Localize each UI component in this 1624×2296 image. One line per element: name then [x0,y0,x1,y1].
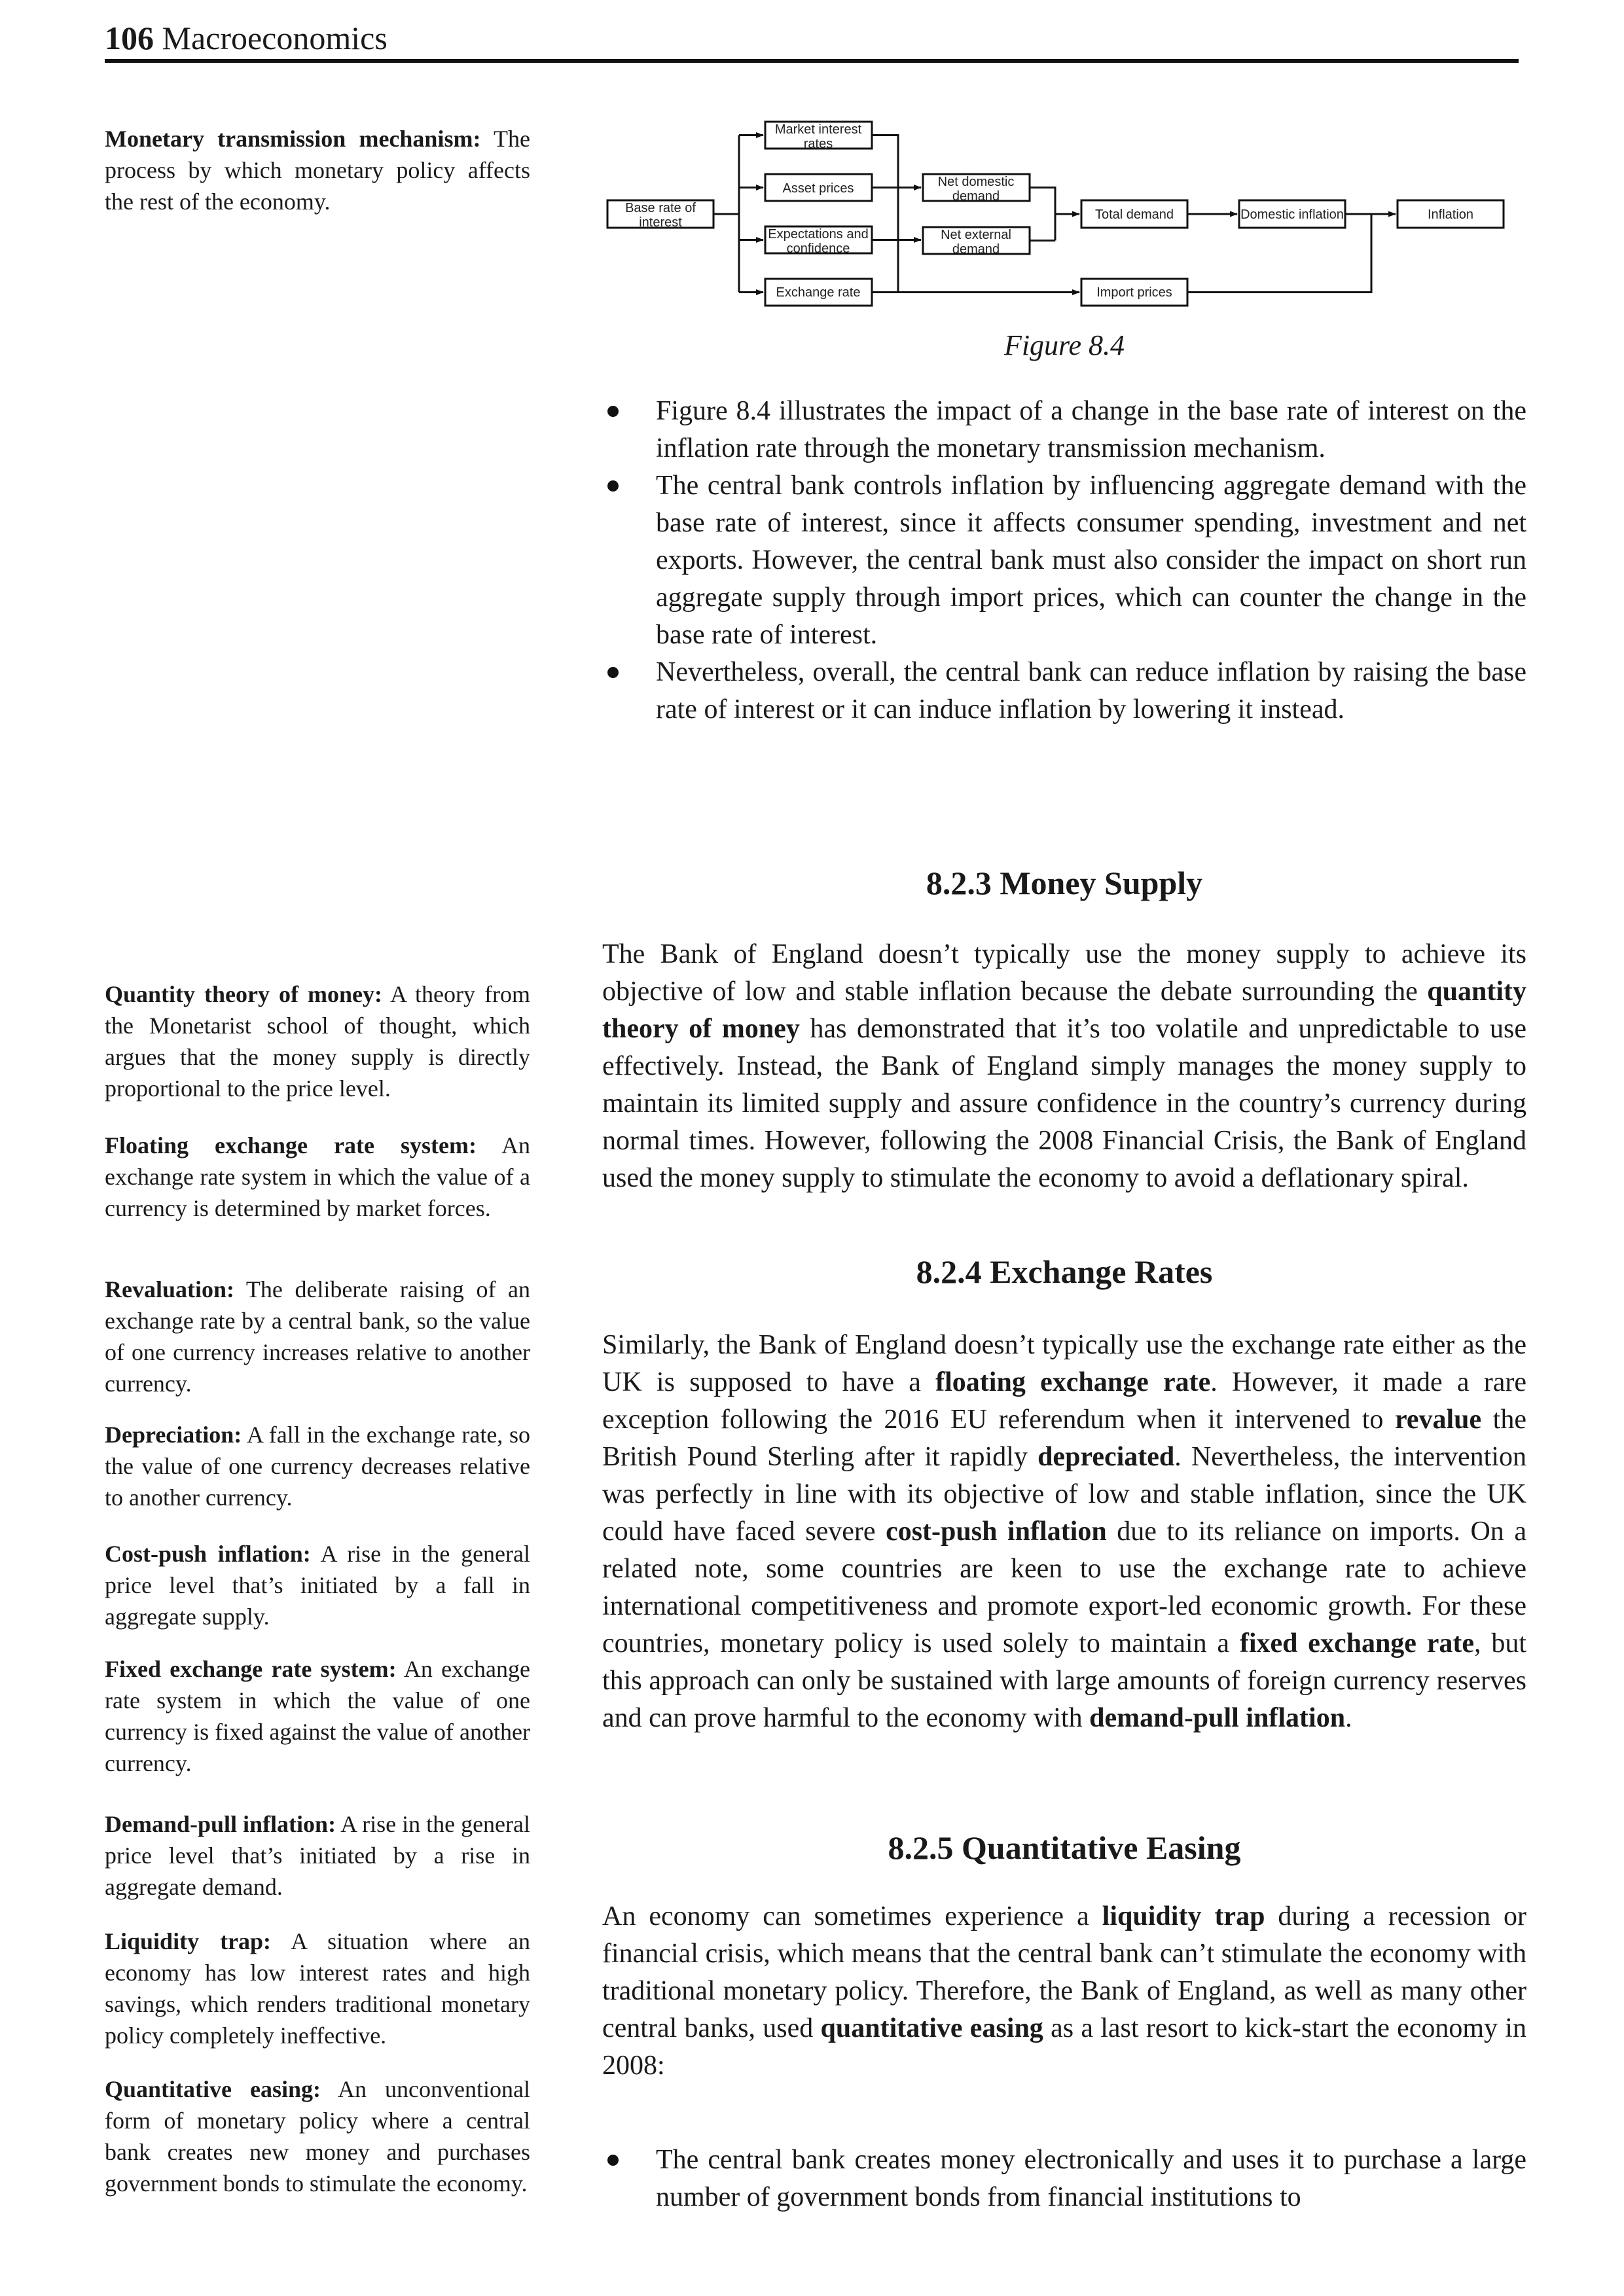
bullet-text: Nevertheless, overall, the central bank can reduce inflation by raising the base rate of interest or it can induce inflation by lowering it instead. [656,657,1526,725]
definition-demand-pull-inflation: Demand-pull inflation: A rise in the general price level that’s initiated by a rise in aggregate demand. [105,1811,531,1900]
bullet-text: The central bank controls inflation by influencing aggregate demand with the base rate of interest, since it affects consumer spending, investment and net exports. However, the central bank must also consider the impact on short run aggregate supply through import prices, which can counter the change in the base rate of interest. [656,471,1526,650]
definition-floating-exchange-rate: Floating exchange rate system: An exchange rate system in which the value of a currency is determined by market forces. [105,1132,531,1221]
diagram-node-inflation [1398,200,1504,228]
svg-text:Net external: Net external [941,228,1011,242]
svg-text:Asset prices: Asset prices [782,181,854,196]
svg-text:Expectations and: Expectations and [768,227,869,242]
list-item [602,2142,1526,2216]
svg-text:interest: interest [639,215,682,230]
section-paragraph-exchange-rates: Similarly, the Bank of England doesn’t typically use the exchange rate either as the UK is supposed to have a floating exchange rate. However, it made a rare exception following the 2016 EU referendum when it intervened to revalue the British Pound Sterling after it rapidly depreciated. Nevertheless, the intervention was perfectly in line with its objective of low and stable inflation, since the UK could have faced severe cost-push inflation due to its reliance on imports. On a related note, some countries are keen to use the exchange rate to achieve international competitiveness and promote export-led economic growth. For these countries, monetary policy is used solely to maintain a fixed exchange rate, but this approach can only be sustained with large amounts of foreign currency reserves and can prove harmful to the economy with demand-pull inflation. [602,1330,1527,1733]
diagram-node-total-demand [1081,200,1187,228]
bullet-text: Figure 8.4 illustrates the impact of a change in the base rate of interest on the inflation rate through the monetary transmission mechanism. [656,396,1526,463]
definition-quantity-theory: Quantity theory of money: A theory from the Monetarist school of thought, which argues that the money supply is directly proportional to the price level. [105,981,530,1102]
bullet-icon [607,480,619,492]
page-header [105,20,388,56]
svg-text:Total demand: Total demand [1094,207,1174,222]
svg-text:Exchange rate: Exchange rate [776,285,861,300]
svg-text:rates: rates [803,137,833,151]
svg-text:demand: demand [952,242,1000,257]
book-title: Macroeconomics [162,20,388,56]
svg-text:Base rate of: Base rate of [625,201,696,215]
svg-text:Net domestic: Net domestic [937,175,1015,189]
definition-quantitative-easing: Quantitative easing: An unconventional form of monetary policy where a central bank creates new money and purchases government bonds to stimulate the economy. [105,2076,530,2197]
definition-revaluation: Revaluation: The deliberate raising of an exchange rate by a central bank, so the value of one currency increases relative to another currency. [105,1276,530,1397]
diagram-node-domestic-inflation [1239,200,1345,228]
svg-text:Market interest: Market interest [774,122,862,137]
list-item [602,654,1526,728]
svg-text:confidence: confidence [786,242,850,256]
svg-text:demand: demand [952,189,1000,204]
list-item [602,393,1526,467]
quantitative-easing-bullet-list [602,2142,1526,2216]
figure-caption: Figure 8.4 [1003,329,1125,361]
diagram-node-asset-prices [765,174,872,201]
monetary-transmission-flowchart [602,108,1526,324]
diagram-node-base-rate-of-interest [607,200,713,230]
figure-bullet-list [602,393,1526,728]
figure-8-4-diagram [602,108,1526,324]
definition-depreciation: Depreciation: A fall in the exchange rate, so the value of one currency decreases relative to another currency. [105,1422,531,1511]
diagram-node-net-domestic-demand [923,174,1030,204]
svg-text:Import prices: Import prices [1096,285,1172,300]
page-number: 106 [105,20,154,56]
bullet-icon [607,406,619,417]
list-item [602,467,1526,654]
bullet-icon [607,667,619,678]
section-paragraph-quantitative-easing: An economy can sometimes experience a liquidity trap during a recession or financial crisis, which means that the central bank can’t stimulate the economy with traditional monetary policy. Therefore, the Bank of England, as well as many other central banks, used quantitative easing as a last resort to kick-start the economy in 2008: [602,1901,1526,2081]
bullet-text: The central bank creates money electronically and uses it to purchase a large number of government bonds from financial institutions to [656,2145,1526,2212]
svg-text:Domestic inflation: Domestic inflation [1240,207,1344,222]
definition-liquidity-trap: Liquidity trap: A situation where an economy has low interest rates and high savings, which renders traditional monetary policy completely ineffective. [105,1928,530,2049]
definition-fixed-exchange-rate: Fixed exchange rate system: An exchange rate system in which the value of one currency is fixed against the value of another currency. [105,1656,530,1776]
section-heading-money-supply: 8.2.3 Money Supply [926,864,1203,901]
diagram-node-import-prices [1081,279,1187,306]
diagram-node-expectations-and-confidence [765,226,872,256]
definition-cost-push-inflation: Cost-push inflation: A rise in the general price level that’s initiated by a fall in aggregate supply. [105,1541,531,1630]
definition-monetary-transmission: Monetary transmission mechanism: The process by which monetary policy affects the rest of the economy. [105,126,530,215]
diagram-node-market-interest-rates [765,122,872,151]
section-heading-exchange-rates: 8.2.4 Exchange Rates [916,1253,1213,1290]
bullet-icon [607,2155,619,2166]
section-heading-quantitative-easing: 8.2.5 Quantitative Easing [888,1829,1241,1866]
diagram-node-net-external-demand [923,227,1030,257]
section-paragraph-money-supply: The Bank of England doesn’t typically use the money supply to achieve its objective of low and stable inflation because the debate surrounding the quantity theory of money has demonstrated that it’s too volatile and unpredictable to use effectively. Instead, the Bank of England simply manages the money supply to maintain its limited supply and assure confidence in the country’s currency during normal times. However, following the 2008 Financial Crisis, the Bank of England used the money supply to stimulate the economy to avoid a deflationary spiral. [602,939,1526,1193]
header-rule [105,59,1519,63]
svg-text:Inflation: Inflation [1427,207,1474,222]
diagram-node-exchange-rate [765,279,872,306]
